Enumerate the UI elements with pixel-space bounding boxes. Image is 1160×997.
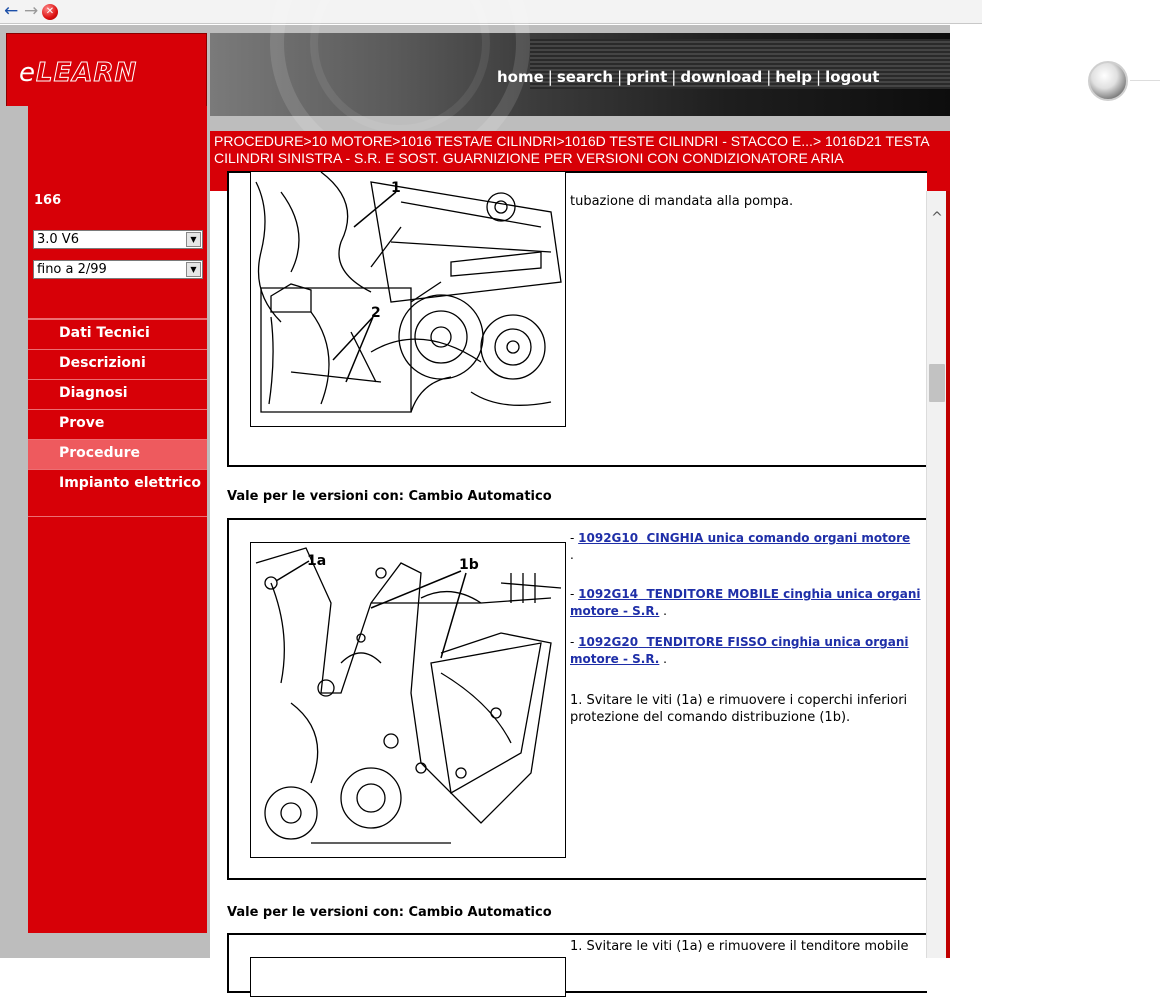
- nav-separator: |: [816, 68, 822, 86]
- nav-home-link[interactable]: home: [497, 68, 544, 86]
- sidebar-item-descrizioni[interactable]: Descrizioni: [28, 350, 207, 380]
- scroll-up-icon[interactable]: ^: [931, 210, 943, 226]
- top-navigation: [497, 68, 879, 86]
- nav-search-link[interactable]: search: [556, 68, 614, 86]
- link-1092g20[interactable]: 1092G20 TENDITORE FISSO cinghia unica organi motore - S.R.: [570, 635, 909, 666]
- step-text: tubazione di mandata alla pompa.: [570, 194, 794, 209]
- sidebar-header: [28, 106, 207, 164]
- window-margin: [950, 25, 982, 958]
- reference-link-2: - 1092G14 TENDITORE MOBILE cinghia unica organi motore - S.R. .: [570, 587, 921, 618]
- nav-print-link[interactable]: print: [626, 68, 668, 86]
- nav-separator: |: [766, 68, 772, 86]
- sidebar-item-dati-tecnici[interactable]: Dati Tecnici: [28, 320, 207, 350]
- dropdown-arrow-icon[interactable]: ▼: [186, 262, 201, 277]
- distribution-cover-drawing: [251, 543, 567, 859]
- sidebar-item-diagnosi[interactable]: Diagnosi: [28, 380, 207, 410]
- dropdown-arrow-icon[interactable]: ▼: [186, 232, 201, 247]
- procedure-step-box: [227, 518, 927, 880]
- nav-separator: |: [671, 68, 677, 86]
- sidebar-menu: [28, 318, 207, 517]
- version-heading: Vale per le versioni con: Cambio Automatico: [227, 905, 552, 920]
- back-arrow-icon[interactable]: ←: [4, 1, 19, 21]
- sidebar-item-procedure[interactable]: Procedure: [28, 440, 207, 470]
- engine-select-value: 3.0 V6: [37, 232, 79, 247]
- procedure-step-box: [227, 171, 927, 467]
- forward-arrow-icon[interactable]: →: [24, 1, 39, 21]
- engine-select[interactable]: [33, 230, 203, 249]
- nav-download-link[interactable]: download: [680, 68, 763, 86]
- nav-logout-link[interactable]: logout: [825, 68, 880, 86]
- elearn-logo[interactable]: [6, 33, 207, 116]
- alfa-romeo-badge-icon: [1088, 61, 1128, 101]
- model-label: 166: [34, 193, 62, 208]
- link-1092g10[interactable]: 1092G10 CINGHIA unica comando organi motore: [578, 531, 911, 545]
- nav-separator: |: [547, 68, 553, 86]
- reference-link-3: - 1092G20 TENDITORE FISSO cinghia unica organi motore - S.R. .: [570, 635, 909, 666]
- date-select-value: fino a 2/99: [37, 262, 107, 277]
- sidebar-item-prove[interactable]: Prove: [28, 410, 207, 440]
- callout-1a: 1a: [307, 553, 327, 569]
- callout-1: 1: [391, 180, 401, 196]
- engine-diagram-image: [250, 171, 566, 427]
- procedure-step-box: [227, 933, 927, 993]
- nav-help-link[interactable]: help: [775, 68, 813, 86]
- nav-separator: |: [617, 68, 623, 86]
- callout-1b: 1b: [459, 557, 479, 573]
- badge-divider: [1130, 80, 1160, 81]
- main-content: [210, 180, 926, 958]
- stop-icon[interactable]: ✕: [42, 4, 58, 20]
- scroll-thumb[interactable]: [929, 364, 945, 402]
- step-text: 1. Svitare le viti (1a) e rimuovere il tenditore mobile: [570, 939, 909, 954]
- content-right-border: [946, 191, 950, 958]
- distribution-cover-diagram-image: [250, 542, 566, 858]
- breadcrumb: PROCEDURE>10 MOTORE>1016 TESTA/E CILINDRI>1016D TESTE CILINDRI - STACCO E...> 1016D21 TESTA CILINDRI SINISTRA - S.R. E SOST. GUARNIZIONE PER VERSIONI CON CONDIZIONATORE ARIA: [210, 131, 950, 191]
- engine-diagram-drawing: [251, 172, 567, 428]
- sidebar-gutter: [6, 106, 28, 933]
- reference-link-1: - 1092G10 CINGHIA unica comando organi motore .: [570, 531, 911, 562]
- date-select[interactable]: [33, 260, 203, 279]
- vertical-scrollbar[interactable]: [926, 191, 946, 958]
- version-heading: Vale per le versioni con: Cambio Automatico: [227, 489, 552, 504]
- step-text: 1. Svitare le viti (1a) e rimuovere i coperchi inferiori protezione del comando distribuzione (1b).: [570, 693, 908, 725]
- callout-2: 2: [371, 305, 381, 321]
- link-1092g14[interactable]: 1092G14 TENDITORE MOBILE cinghia unica organi motore - S.R.: [570, 587, 921, 618]
- logo-text: eLEARN: [19, 58, 138, 88]
- sidebar-item-impianto-elettrico[interactable]: Impianto elettrico: [28, 470, 207, 517]
- tensioner-diagram-image: [250, 957, 566, 997]
